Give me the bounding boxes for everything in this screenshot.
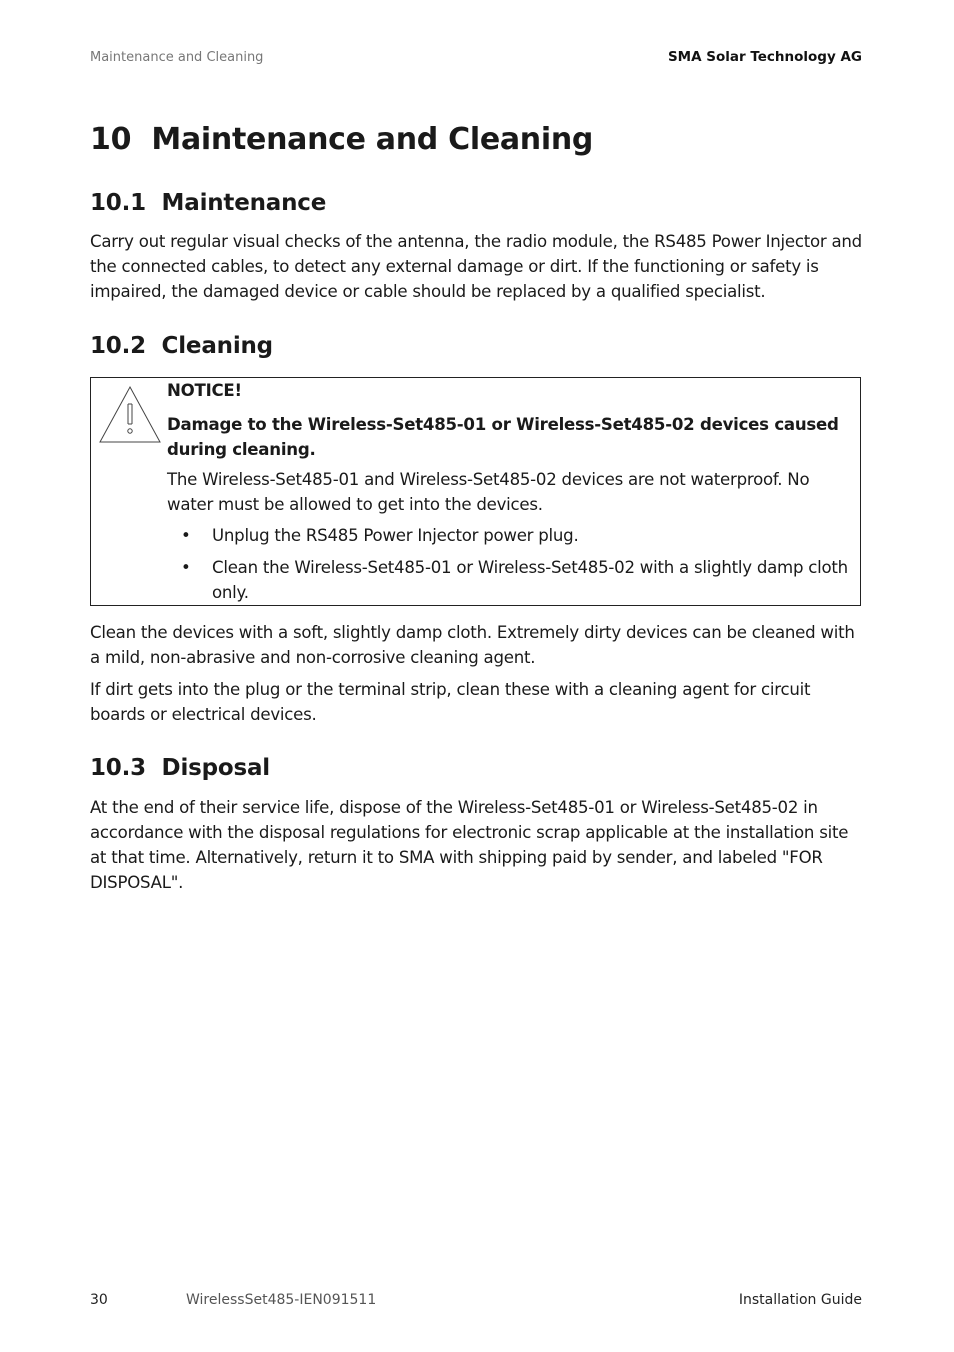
chapter-title: 10 Maintenance and Cleaning: [90, 122, 594, 157]
running-header-company: SMA Solar Technology AG: [667, 49, 862, 65]
running-header-section: Maintenance and Cleaning: [90, 50, 264, 65]
section-heading-cleaning: 10.2 Cleaning: [90, 333, 273, 359]
cleaning-text-2: If dirt gets into the plug or the terminal strip, clean these with a cleaning agent for circuit boards or electrical devices.: [90, 680, 811, 724]
page-number: 30: [90, 1292, 108, 1308]
section-heading-maintenance: 10.1 Maintenance: [90, 190, 327, 216]
disposal-text: At the end of their service life, dispose of the Wireless-Set485-01 or Wireless-Set485-02 in accordance with the disposal regulations for electronic scrap applicable at the installation site at that time. Alternatively, return it to SMA with shipping paid by sender, and labeled "FOR DISPOSAL".: [90, 798, 849, 892]
document-code: WirelessSet485-IEN091511: [186, 1292, 377, 1308]
notice-headline: Damage to the Wireless-Set485-01 or Wireless-Set485-02 devices caused during cleaning.: [167, 415, 839, 459]
notice-box: [90, 377, 861, 606]
list-item: • Unplug the RS485 Power Injector power plug.: [181, 526, 579, 545]
cleaning-text-1: Clean the devices with a soft, slightly damp cloth. Extremely dirty devices can be cleaned with a mild, non-abrasive and non-corrosive cleaning agent.: [90, 623, 855, 667]
notice-title: NOTICE!: [167, 381, 242, 400]
list-item: • Clean the Wireless-Set485-01 or Wireless-Set485-02 with a slightly damp cloth only.: [181, 558, 848, 602]
notice-bullet-list: [167, 523, 857, 612]
document-type: Installation Guide: [738, 1292, 862, 1308]
maintenance-text: Carry out regular visual checks of the antenna, the radio module, the RS485 Power Injector and the connected cables, to detect any external damage or dirt. If the functioning or safety is impaired, the damaged device or cable should be replaced by a qualified specialist.: [90, 232, 862, 301]
notice-text: The Wireless-Set485-01 and Wireless-Set485-02 devices are not waterproof. No water must be allowed to get into the devices.: [167, 470, 810, 514]
warning-triangle-icon: [97, 384, 163, 446]
section-heading-disposal: 10.3 Disposal: [90, 755, 270, 781]
